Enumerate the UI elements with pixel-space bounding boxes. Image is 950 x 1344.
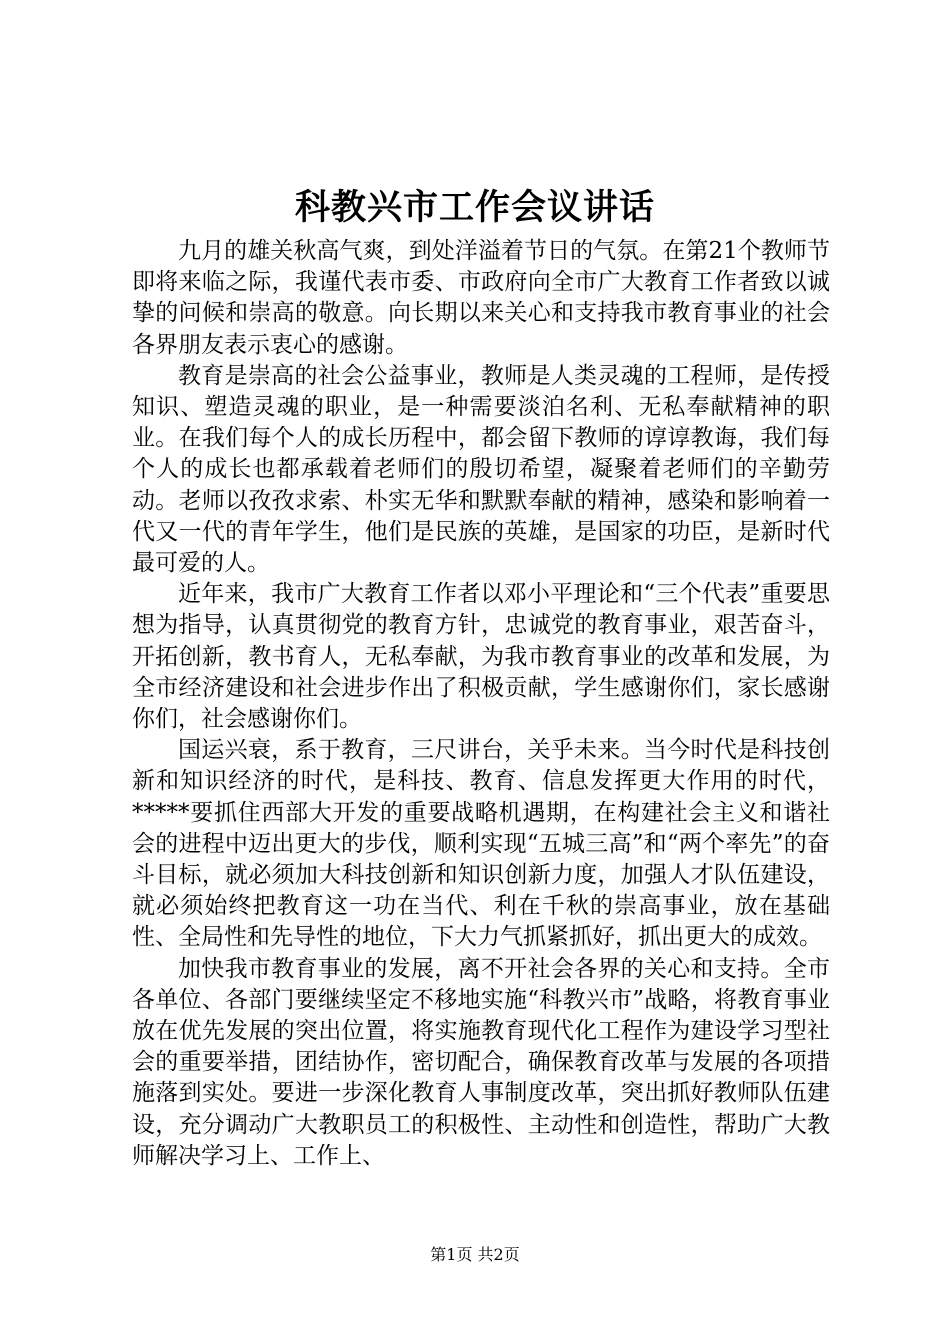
paragraph: 加快我市教育事业的发展，离不开社会各界的关心和支持。全市各单位、各部门要继续坚定不移地实施“科教兴市”战略，将教育事业放在优先发展的突出位置，将实施教育现代化工程作为建设学习型社会的重要举措，团结协作，密切配合，确保教育改革与发展的各项措施落到实处。要进一步深化教育人事制度改革，突出抓好教师队伍建设，充分调动广大教职员工的积极性、主动性和创造性，帮助广大教师解决学习上、工作上、 (132, 955, 830, 1169)
document-title: 科教兴市工作会议讲话 (294, 187, 655, 228)
paragraph: 九月的雄关秋高气爽，到处洋溢着节日的气氛。在第21个教师节即将来临之际，我谨代表市委、市政府向全市广大教育工作者致以诚挚的问候和崇高的敬意。向长期以来关心和支持我市教育事业的社会各界朋友表示衷心的感谢。 (132, 238, 830, 358)
page-number-footer: 第1页 共2页 (430, 1245, 520, 1264)
document-body (132, 236, 830, 1172)
paragraph: 教育是崇高的社会公益事业，教师是人类灵魂的工程师，是传授知识、塑造灵魂的职业，是一种需要淡泊名利、无私奉献精神的职业。在我们每个人的成长历程中，都会留下教师的谆谆教诲，我们每个人的成长也都承载着老师们的殷切希望，凝聚着老师们的辛勤劳动。老师以孜孜求索、朴实无华和默默奉献的精神，感染和影响着一代又一代的青年学生，他们是民族的英雄，是国家的功臣，是新时代最可爱的人。 (132, 362, 830, 577)
paragraph: 国运兴衰，系于教育，三尺讲台，关乎未来。当今时代是科技创新和知识经济的时代，是科技、教育、信息发挥更大作用的时代，*****要抓住西部大开发的重要战略机遇期，在构建社会主义和谐社会的进程中迈出更大的步伐，顺利实现“五城三高”和“两个率先”的奋斗目标，就必须加大科技创新和知识创新力度，加强人才队伍建设，就必须始终把教育这一功在当代、利在千秋的崇高事业，放在基础性、全局性和先导性的地位，下大力气抓紧抓好，抓出更大的成效。 (132, 737, 830, 951)
paragraph: 近年来，我市广大教育工作者以邓小平理论和“三个代表”重要思想为指导，认真贯彻党的教育方针，忠诚党的教育事业，艰苦奋斗，开拓创新，教书育人，无私奉献，为我市教育事业的改革和发展，为全市经济建设和社会进步作出了积极贡献，学生感谢你们，家长感谢你们，社会感谢你们。 (132, 581, 830, 733)
